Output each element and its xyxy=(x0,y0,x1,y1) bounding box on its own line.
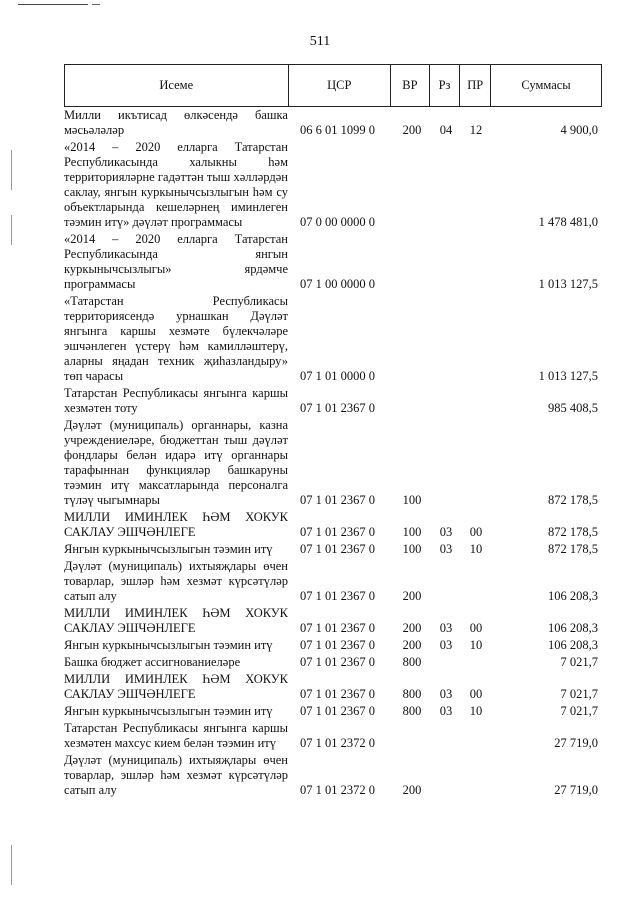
table-row xyxy=(64,232,602,292)
row-sum: 106 208,3 xyxy=(548,589,598,603)
row-csr: 07 1 01 2367 0 xyxy=(300,638,375,652)
row-sum: 7 021,7 xyxy=(560,687,598,701)
row-sum: 27 719,0 xyxy=(554,736,598,750)
header-rz: Рз xyxy=(429,65,460,107)
row-name: «2014 – 2020 елларга Татарстан Республикасында халыкны һәм территорияләрне гадәттән тыш хәлләрдән саклау, янгын куркынычсызлыгын һәм су объектларында кешеләрнең иминлеген тәэмин итү» дәүләт программасы xyxy=(64,140,288,229)
row-csr: 07 1 01 2367 0 xyxy=(300,401,375,415)
table-row xyxy=(64,753,602,798)
row-name: Милли икътисад өлкәсендә башка мәсьәләләр xyxy=(64,108,288,137)
table-row xyxy=(64,542,602,557)
row-sum: 1 478 481,0 xyxy=(538,215,598,229)
row-pr: 00 xyxy=(469,525,483,539)
row-vr: 100 xyxy=(402,493,422,507)
row-name: Янгын куркынычсызлыгын тәэмин итү xyxy=(64,542,273,556)
margin-mark xyxy=(11,150,12,190)
table-row xyxy=(64,606,602,636)
row-name: МИЛЛИ ИМИНЛЕК ҺӘМ ХОКУК САКЛАУ ЭШЧӘНЛЕГЕ xyxy=(64,672,288,701)
row-name: Татарстан Республикасы янгынга каршы хезмәтен махсус кием белән тәэмин итү xyxy=(64,721,288,750)
row-csr: 07 1 01 2367 0 xyxy=(300,621,375,635)
row-csr: 06 6 01 1099 0 xyxy=(300,123,375,137)
row-vr: 100 xyxy=(402,525,422,539)
row-csr: 07 1 01 2372 0 xyxy=(300,783,375,797)
top-rule xyxy=(18,4,88,5)
table-row xyxy=(64,418,602,508)
row-csr: 07 1 01 2367 0 xyxy=(300,525,375,539)
row-csr: 07 1 01 2367 0 xyxy=(300,542,375,556)
row-sum: 872 178,5 xyxy=(548,525,598,539)
table-row xyxy=(64,704,602,719)
row-sum: 7 021,7 xyxy=(560,704,598,718)
row-pr: 12 xyxy=(469,123,483,137)
top-rule-short xyxy=(92,4,100,5)
row-sum: 1 013 127,5 xyxy=(538,277,598,291)
table-row xyxy=(64,559,602,604)
row-csr: 07 1 01 2367 0 xyxy=(300,704,375,718)
row-csr: 07 1 01 2367 0 xyxy=(300,655,375,669)
row-sum: 106 208,3 xyxy=(548,638,598,652)
table-row xyxy=(64,140,602,230)
row-sum: 872 178,5 xyxy=(548,493,598,507)
row-name: Янгын куркынычсызлыгын тәэмин итү xyxy=(64,638,273,652)
row-name: Башка бюджет ассигнованиеләре xyxy=(64,655,241,669)
row-sum: 4 900,0 xyxy=(560,123,598,137)
row-csr: 07 1 01 2367 0 xyxy=(300,687,375,701)
header-csr: ЦСР xyxy=(288,65,391,107)
row-name: МИЛЛИ ИМИНЛЕК ҺӘМ ХОКУК САКЛАУ ЭШЧӘНЛЕГЕ xyxy=(64,510,288,539)
row-pr: 10 xyxy=(469,542,483,556)
table-row xyxy=(64,672,602,702)
row-sum: 1 013 127,5 xyxy=(538,369,598,383)
table-row xyxy=(64,638,602,653)
margin-mark xyxy=(11,215,12,245)
row-csr: 07 1 00 0000 0 xyxy=(300,277,375,291)
row-name: Татарстан Республикасы янгынга каршы хезмәтен тоту xyxy=(64,386,288,415)
row-csr: 07 1 01 2372 0 xyxy=(300,736,375,750)
row-pr: 00 xyxy=(469,687,483,701)
table-row xyxy=(64,510,602,540)
row-pr: 10 xyxy=(469,638,483,652)
row-csr: 07 1 01 2367 0 xyxy=(300,493,375,507)
table-row xyxy=(64,386,602,416)
header-pr: ПР xyxy=(460,65,491,107)
row-vr: 800 xyxy=(402,704,422,718)
row-name: Дәүләт (муниципаль) ихтыяҗлары өчен товарлар, эшләр һәм хезмәт күрсәтүләр сатып алу xyxy=(64,559,288,603)
row-rz: 03 xyxy=(439,542,453,556)
row-rz: 03 xyxy=(439,704,453,718)
row-name: «Татарстан Республикасы территориясендә урнашкан Дәүләт янгынга каршы хезмәте бүлекчәләре эшчәнлеген үстерү һәм камилләштерү, аларны яңадан техник җиһазландыру» төп чарасы xyxy=(64,294,288,383)
row-vr: 800 xyxy=(402,687,422,701)
row-pr: 00 xyxy=(469,621,483,635)
header-sum: Суммасы xyxy=(491,65,602,107)
table-row xyxy=(64,655,602,670)
row-name: Дәүләт (муниципаль) органнары, казна учреждениеләре, бюджеттан тыш дәүләт фондлары белән идарә итү органнары тарафыннан функцияләр башкаруны тәэмин итү максатларында персоналга түләү чыгымнары xyxy=(64,418,288,507)
table-row xyxy=(64,721,602,751)
row-csr: 07 1 01 2367 0 xyxy=(300,589,375,603)
row-sum: 27 719,0 xyxy=(554,783,598,797)
row-sum: 872 178,5 xyxy=(548,542,598,556)
page-number: 511 xyxy=(309,34,331,49)
row-sum: 106 208,3 xyxy=(548,621,598,635)
row-vr: 200 xyxy=(402,783,422,797)
table-body xyxy=(64,108,602,798)
row-rz: 04 xyxy=(439,123,453,137)
header-name: Исеме xyxy=(65,65,289,107)
row-name: МИЛЛИ ИМИНЛЕК ҺӘМ ХОКУК САКЛАУ ЭШЧӘНЛЕГЕ xyxy=(64,606,288,635)
table-row xyxy=(64,108,602,138)
row-rz: 03 xyxy=(439,525,453,539)
row-rz: 03 xyxy=(439,638,453,652)
row-pr: 10 xyxy=(469,704,483,718)
row-vr: 200 xyxy=(402,621,422,635)
table-row xyxy=(64,294,602,384)
row-name: Дәүләт (муниципаль) ихтыяҗлары өчен товарлар, эшләр һәм хезмәт күрсәтүләр сатып алу xyxy=(64,753,288,797)
row-vr: 200 xyxy=(402,123,422,137)
row-name: «2014 – 2020 елларга Татарстан Республикасында янгын куркынычсызлыгы» ярдәмче программасы xyxy=(64,232,288,291)
row-vr: 100 xyxy=(402,542,422,556)
row-name: Янгын куркынычсызлыгын тәэмин итү xyxy=(64,704,273,718)
row-rz: 03 xyxy=(439,687,453,701)
row-vr: 800 xyxy=(402,655,422,669)
margin-mark xyxy=(11,845,12,885)
row-csr: 07 1 01 0000 0 xyxy=(300,369,375,383)
row-vr: 200 xyxy=(402,638,422,652)
table-header xyxy=(64,64,602,107)
header-vr: ВР xyxy=(391,65,430,107)
row-sum: 985 408,5 xyxy=(548,401,598,415)
row-rz: 03 xyxy=(439,621,453,635)
row-vr: 200 xyxy=(402,589,422,603)
row-sum: 7 021,7 xyxy=(560,655,598,669)
row-csr: 07 0 00 0000 0 xyxy=(300,215,375,229)
